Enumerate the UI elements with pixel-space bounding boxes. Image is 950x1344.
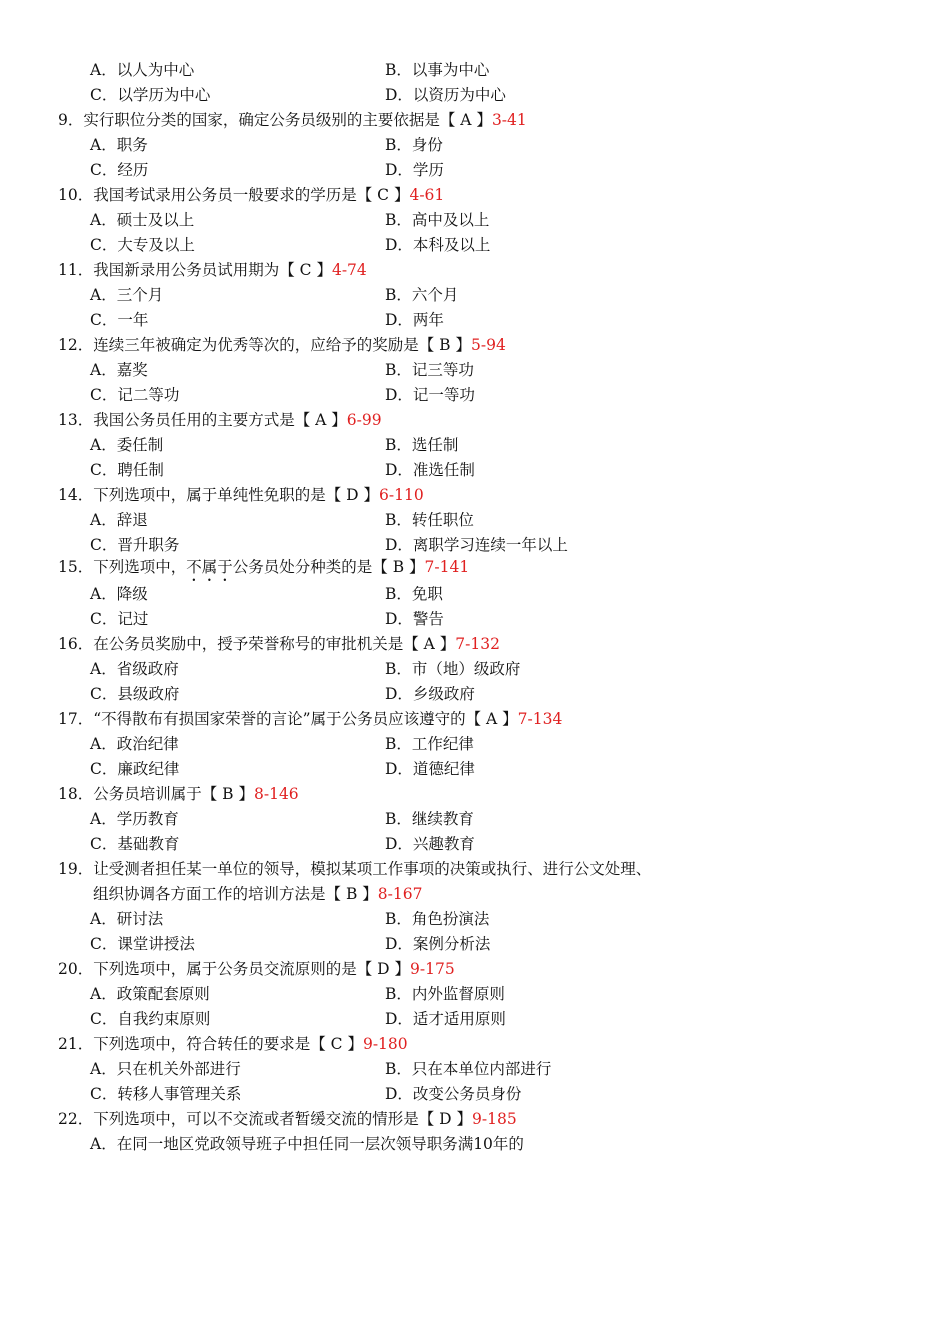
option-a: A．研讨法 <box>90 910 164 928</box>
option-a: A．硕士及以上 <box>90 211 195 229</box>
option-d: D．案例分析法 <box>385 935 491 953</box>
option-c: C．以学历为中心 <box>90 86 211 104</box>
question-stem: 19．让受测者担任某一单位的领导，模拟某项工作事项的决策或执行、进行公文处理、 <box>58 860 652 878</box>
option-b: B．内外监督原则 <box>385 985 505 1003</box>
answer-bracket: 【 A 】 <box>465 710 518 728</box>
option-b: B．以事为中心 <box>385 61 490 79</box>
option-a: A．只在机关外部进行 <box>90 1060 241 1078</box>
answer-bracket: 【 D 】 <box>325 486 380 504</box>
option-b: B．市（地）级政府 <box>385 660 521 678</box>
option-b: B．记三等功 <box>385 361 474 379</box>
question-stem: 22．下列选项中，可以不交流或者暂缓交流的情形是【 D 】9-185 <box>58 1110 517 1128</box>
emphasis-text: 不属于 <box>186 558 233 576</box>
option-d: D．本科及以上 <box>385 236 491 254</box>
answer-bracket: 【 C 】 <box>310 1035 363 1053</box>
option-c: C．自我约束原则 <box>90 1010 211 1028</box>
option-a: A．学历教育 <box>90 810 179 828</box>
page-reference: 7-132 <box>455 635 500 653</box>
option-d: D．乡级政府 <box>385 685 475 703</box>
option-a: A．辞退 <box>90 511 148 529</box>
option-a: A．政治纪律 <box>90 735 179 753</box>
option-c: C．课堂讲授法 <box>90 935 195 953</box>
question-stem: 20．下列选项中，属于公务员交流原则的是【 D 】9-175 <box>58 960 455 978</box>
question-stem: 18．公务员培训属于【 B 】8-146 <box>58 785 299 803</box>
question-stem: 10．我国考试录用公务员一般要求的学历是【 C 】4-61 <box>58 186 445 204</box>
option-c: C．大专及以上 <box>90 236 195 254</box>
option-c: C．廉政纪律 <box>90 760 180 778</box>
answer-bracket: 【 D 】 <box>356 960 411 978</box>
question-stem: 13．我国公务员任用的主要方式是【 A 】6-99 <box>58 411 382 429</box>
page-reference: 3-41 <box>491 111 527 129</box>
option-d: D．以资历为中心 <box>385 86 506 104</box>
option-b: B．工作纪律 <box>385 735 474 753</box>
option-c: C．经历 <box>90 161 149 179</box>
option-c: C．基础教育 <box>90 835 180 853</box>
option-d: D．两年 <box>385 311 444 329</box>
page-reference: 6-99 <box>346 411 382 429</box>
answer-bracket: 【 A 】 <box>439 111 492 129</box>
option-b: B．免职 <box>385 585 443 603</box>
answer-bracket: 【 A 】 <box>294 411 347 429</box>
page-reference: 8-146 <box>253 785 299 803</box>
option-a: A．三个月 <box>90 286 164 304</box>
page-reference: 9-175 <box>410 960 455 978</box>
option-c: C．聘任制 <box>90 461 164 479</box>
answer-bracket: 【 D 】 <box>418 1110 473 1128</box>
question-stem: 11．我国新录用公务员试用期为【 C 】4-74 <box>58 261 367 279</box>
answer-bracket: 【 B 】 <box>325 885 378 903</box>
question-stem: 9．实行职位分类的国家，确定公务员级别的主要依据是【 A 】3-41 <box>58 111 527 129</box>
option-c: C．县级政府 <box>90 685 180 703</box>
option-b: B．只在本单位内部进行 <box>385 1060 552 1078</box>
page-reference: 9-185 <box>472 1110 517 1128</box>
option-b: B．角色扮演法 <box>385 910 490 928</box>
answer-bracket: 【 B 】 <box>372 558 425 576</box>
option-c: C．一年 <box>90 311 149 329</box>
question-stem-continued: 组织协调各方面工作的培训方法是【 B 】8-167 <box>93 885 423 903</box>
page-reference: 7-141 <box>424 558 470 576</box>
option-a: A．省级政府 <box>90 660 179 678</box>
option-b: B．选任制 <box>385 436 459 454</box>
option-d: D．记一等功 <box>385 386 475 404</box>
option-d: D．适才适用原则 <box>385 1010 506 1028</box>
page-reference: 4-61 <box>409 186 445 204</box>
question-stem: 14．下列选项中，属于单纯性免职的是【 D 】6-110 <box>58 486 424 504</box>
option-a: A．政策配套原则 <box>90 985 210 1003</box>
question-stem: 21．下列选项中，符合转任的要求是【 C 】9-180 <box>58 1035 408 1053</box>
option-c: C．晋升职务 <box>90 536 180 554</box>
option-b: B．高中及以上 <box>385 211 490 229</box>
option-d: D．兴趣教育 <box>385 835 475 853</box>
option-a: A．在同一地区党政领导班子中担任同一层次领导职务满10年的 <box>90 1135 524 1153</box>
option-b: B．转任职位 <box>385 511 474 529</box>
page-reference: 5-94 <box>470 336 506 354</box>
page-reference: 6-110 <box>379 486 424 504</box>
option-a: A．嘉奖 <box>90 361 148 379</box>
option-a: A．降级 <box>90 585 148 603</box>
option-d: D．离职学习连续一年以上 <box>385 536 568 554</box>
option-d: D．准选任制 <box>385 461 475 479</box>
question-stem: 15．下列选项中，不属于公务员处分种类的是【 B 】7-141 <box>58 558 470 576</box>
option-d: D．改变公务员身份 <box>385 1085 522 1103</box>
option-c: C．转移人事管理关系 <box>90 1085 242 1103</box>
option-a: A．职务 <box>90 136 148 154</box>
page-reference: 9-180 <box>362 1035 408 1053</box>
answer-bracket: 【 C 】 <box>279 261 332 279</box>
question-stem: 16．在公务员奖励中，授予荣誉称号的审批机关是【 A 】7-132 <box>58 635 500 653</box>
option-d: D．警告 <box>385 610 444 628</box>
answer-bracket: 【 B 】 <box>418 336 471 354</box>
option-c: C．记二等功 <box>90 386 180 404</box>
option-d: D．道德纪律 <box>385 760 475 778</box>
option-b: B．六个月 <box>385 286 459 304</box>
answer-bracket: 【 B 】 <box>201 785 254 803</box>
option-b: B．继续教育 <box>385 810 474 828</box>
question-stem: 12．连续三年被确定为优秀等次的，应给予的奖励是【 B 】5-94 <box>58 336 506 354</box>
answer-bracket: 【 C 】 <box>356 186 410 204</box>
option-b: B．身份 <box>385 136 443 154</box>
option-a: A．委任制 <box>90 436 164 454</box>
page-reference: 8-167 <box>377 885 423 903</box>
option-a: A．以人为中心 <box>90 61 195 79</box>
option-c: C．记过 <box>90 610 149 628</box>
page-reference: 4-74 <box>331 261 367 279</box>
page-reference: 7-134 <box>517 710 563 728</box>
answer-bracket: 【 A 】 <box>403 635 456 653</box>
question-stem: 17．“不得散布有损国家荣誉的言论”属于公务员应该遵守的【 A 】7-134 <box>58 710 563 728</box>
option-d: D．学历 <box>385 161 444 179</box>
